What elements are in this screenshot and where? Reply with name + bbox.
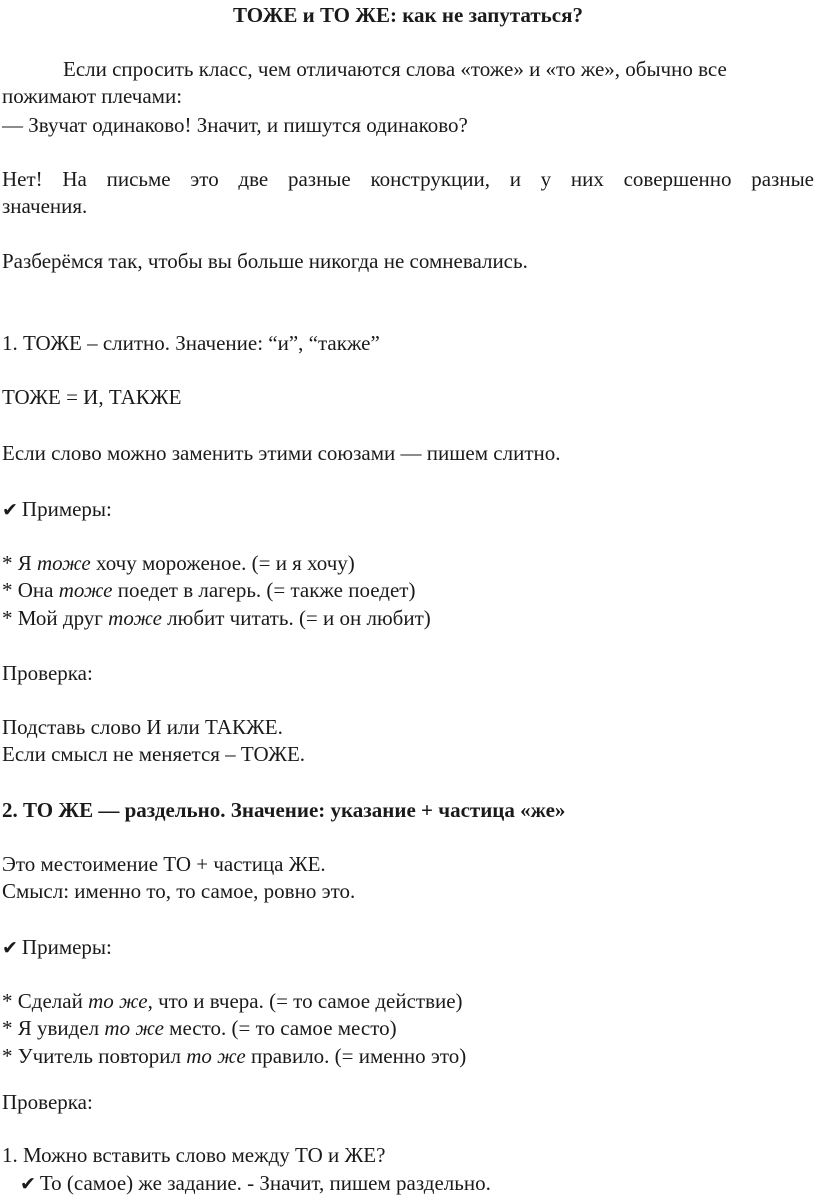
example-text: , что и вчера. (= то самое действие) xyxy=(147,989,463,1013)
example-text: * Я xyxy=(2,551,38,575)
section-2-check-label: Проверка: xyxy=(2,1090,93,1114)
check-mark-icon: ✔ xyxy=(20,1173,36,1195)
section-2-example xyxy=(2,1015,397,1042)
example-text: место. (= то самое место) xyxy=(163,1016,397,1040)
check-mark-icon: ✔ xyxy=(2,937,18,959)
check-answer-text: То (самое) же задание. - Значит, пишем раздельно. xyxy=(39,1171,491,1195)
example-highlight: тоже xyxy=(37,551,91,575)
example-text: * Она xyxy=(2,578,59,602)
check-mark-icon: ✔ xyxy=(2,499,18,521)
intro-paragraph-1-line-1: Если спросить класс, чем отличаются слова «тоже» и «то же», обычно все xyxy=(63,57,727,81)
section-1-example xyxy=(2,550,355,577)
example-highlight: то же xyxy=(186,1044,246,1068)
examples-label-text: Примеры: xyxy=(21,497,112,521)
section-2-check-answer xyxy=(20,1170,491,1198)
section-2-line-2: Смысл: именно то, то самое, ровно это. xyxy=(2,879,356,903)
example-highlight: тоже xyxy=(108,606,162,630)
intro-dialogue-line: — Звучат одинаково! Значит, и пишутся одинаково? xyxy=(2,113,468,137)
section-2-check-question: 1. Можно вставить слово между ТО и ЖЕ? xyxy=(2,1143,386,1167)
example-text: * Учитель повторил xyxy=(2,1044,187,1068)
example-text: хочу мороженое. (= и я хочу) xyxy=(90,551,355,575)
section-1-example xyxy=(2,577,415,604)
page-title: ТОЖЕ и ТО ЖЕ: как не запутаться? xyxy=(233,3,583,27)
section-1-example xyxy=(2,605,431,632)
example-text: поедет в лагерь. (= также поедет) xyxy=(112,578,416,602)
section-1-check-label: Проверка: xyxy=(2,661,93,685)
example-text: любит читать. (= и он любит) xyxy=(161,606,431,630)
examples-label-text: Примеры: xyxy=(21,935,112,959)
example-text: правило. (= именно это) xyxy=(245,1044,467,1068)
section-2-line-1: Это местоимение ТО + частица ЖЕ. xyxy=(2,852,326,876)
section-1-check-line-1: Подставь слово И или ТАКЖЕ. xyxy=(2,715,283,739)
intro-paragraph-2-line-2: значения. xyxy=(2,194,88,218)
section-1-formula: ТОЖЕ = И, ТАКЖЕ xyxy=(2,385,182,409)
section-1-check-line-2: Если смысл не меняется – ТОЖЕ. xyxy=(2,742,306,766)
section-1-heading: 1. ТОЖЕ – слитно. Значение: “и”, “также” xyxy=(2,331,380,355)
intro-paragraph-2-line-1: Нет! На письме это две разные конструкции, и у них совершенно разные xyxy=(2,167,814,191)
example-highlight: то же xyxy=(88,989,148,1013)
example-highlight: то же xyxy=(104,1016,164,1040)
intro-paragraph-1-line-2: пожимают плечами: xyxy=(2,84,183,108)
example-text: * Мой друг xyxy=(2,606,109,630)
intro-paragraph-3: Разберёмся так, чтобы вы больше никогда не сомневались. xyxy=(2,249,528,273)
example-highlight: тоже xyxy=(58,578,113,602)
section-2-heading: 2. ТО ЖЕ — раздельно. Значение: указание + частица «же» xyxy=(2,798,566,822)
section-2-example xyxy=(2,1043,466,1070)
section-1-rule: Если слово можно заменить этими союзами — пишем слитно. xyxy=(2,441,561,465)
example-text: * Я увидел xyxy=(2,1016,105,1040)
section-1-examples-label xyxy=(2,496,112,524)
section-2-examples-label xyxy=(2,934,112,962)
example-text: * Сделай xyxy=(2,989,89,1013)
section-2-example xyxy=(2,988,463,1015)
